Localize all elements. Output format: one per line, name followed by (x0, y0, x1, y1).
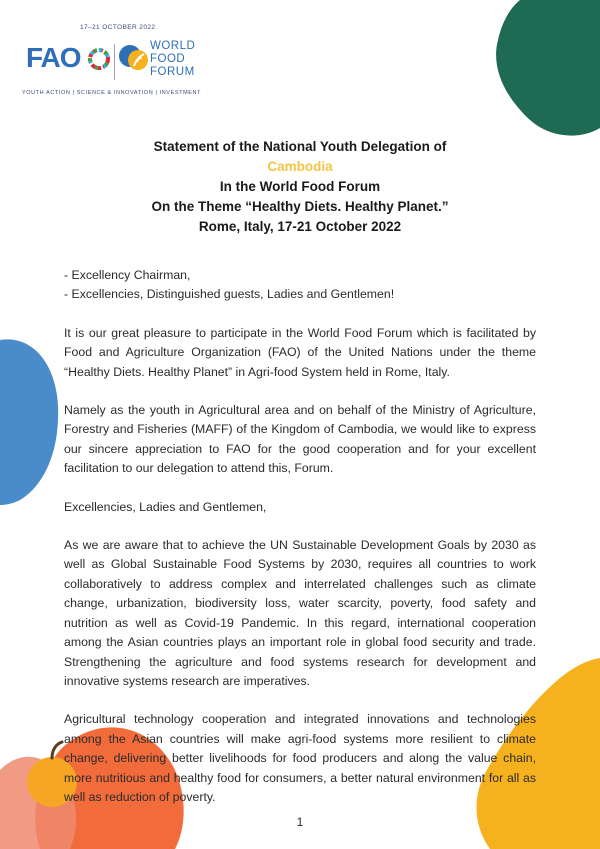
title-line-1: Statement of the National Youth Delegation of (153, 139, 447, 154)
logo-divider (114, 44, 115, 80)
title-country: Cambodia (267, 159, 333, 174)
paragraph-4: As we are aware that to achieve the UN Sustainable Development Goals by 2030 as well as Global Sustainable Food Systems by 2030, requires all countries to work collaboratively to address complex and interrelated challenges such as climate change, urbanization, biodiversity loss, water scarcity, poverty, food safety and nutrition as well as Covid-19 Pandemic. In this regard, international cooperation among the Asian countries plays an important role in global food security and trade. Strengthening the agriculture and food systems research for development and innovative systems research are imperatives. (64, 538, 536, 688)
paragraph-3: Excellencies, Ladies and Gentlemen, (64, 499, 267, 514)
world-food-forum-wordmark: WORLD FOOD FORUM (150, 40, 196, 78)
salutation-2: - Excellencies, Distinguished guests, Ladies and Gentlemen! (64, 287, 395, 302)
paragraph-2: Namely as the youth in Agricultural area and on behalf of the Ministry of Agriculture, Forestry and Fisheries (MAFF) of the Kingdom of Cambodia, we would like to express our sincere appreciation to FAO for the good cooperation and for your excellent facilitation to our delegation to attend this, Forum. (64, 403, 536, 476)
sdg-wheel-icon (88, 48, 110, 70)
paragraph-1: It is our great pleasure to participate in the World Food Forum which is facilitated by Food and Agriculture Organization (FAO) of the United Nations under the theme “Healthy Diets. Healthy Planet” in Agri-food System held in Rome, Italy. (64, 325, 536, 379)
statement-title (0, 137, 600, 237)
forum-tagline: YOUTH ACTION | SCIENCE & INNOVATION | INVESTMENT (22, 90, 202, 96)
title-line-4: On the Theme “Healthy Diets. Healthy Planet.” (151, 199, 449, 214)
world-food-forum-emblem-icon (118, 42, 148, 76)
event-logo-header (22, 24, 222, 104)
title-line-5: Rome, Italy, 17-21 October 2022 (198, 219, 402, 234)
paragraph-5: Agricultural technology cooperation and integrated innovations and technologies among the Asian countries will make agri-food systems more resilient to climate change, delivering better livelihoods for food producers and along the value chain, more nutritious and healthy food for consumers, a better natural environment for all as well as reduction of poverty. (64, 712, 536, 804)
salutation-1: - Excellency Chairman, (64, 268, 191, 282)
blue-blob-decoration (0, 335, 60, 505)
event-date: 17–21 OCTOBER 2022 (80, 24, 156, 31)
page-number: 1 (296, 815, 304, 829)
statement-body (64, 266, 536, 826)
fao-logo: FAO (26, 42, 81, 73)
title-line-3: In the World Food Forum (219, 179, 381, 194)
green-blob-decoration (480, 0, 600, 140)
